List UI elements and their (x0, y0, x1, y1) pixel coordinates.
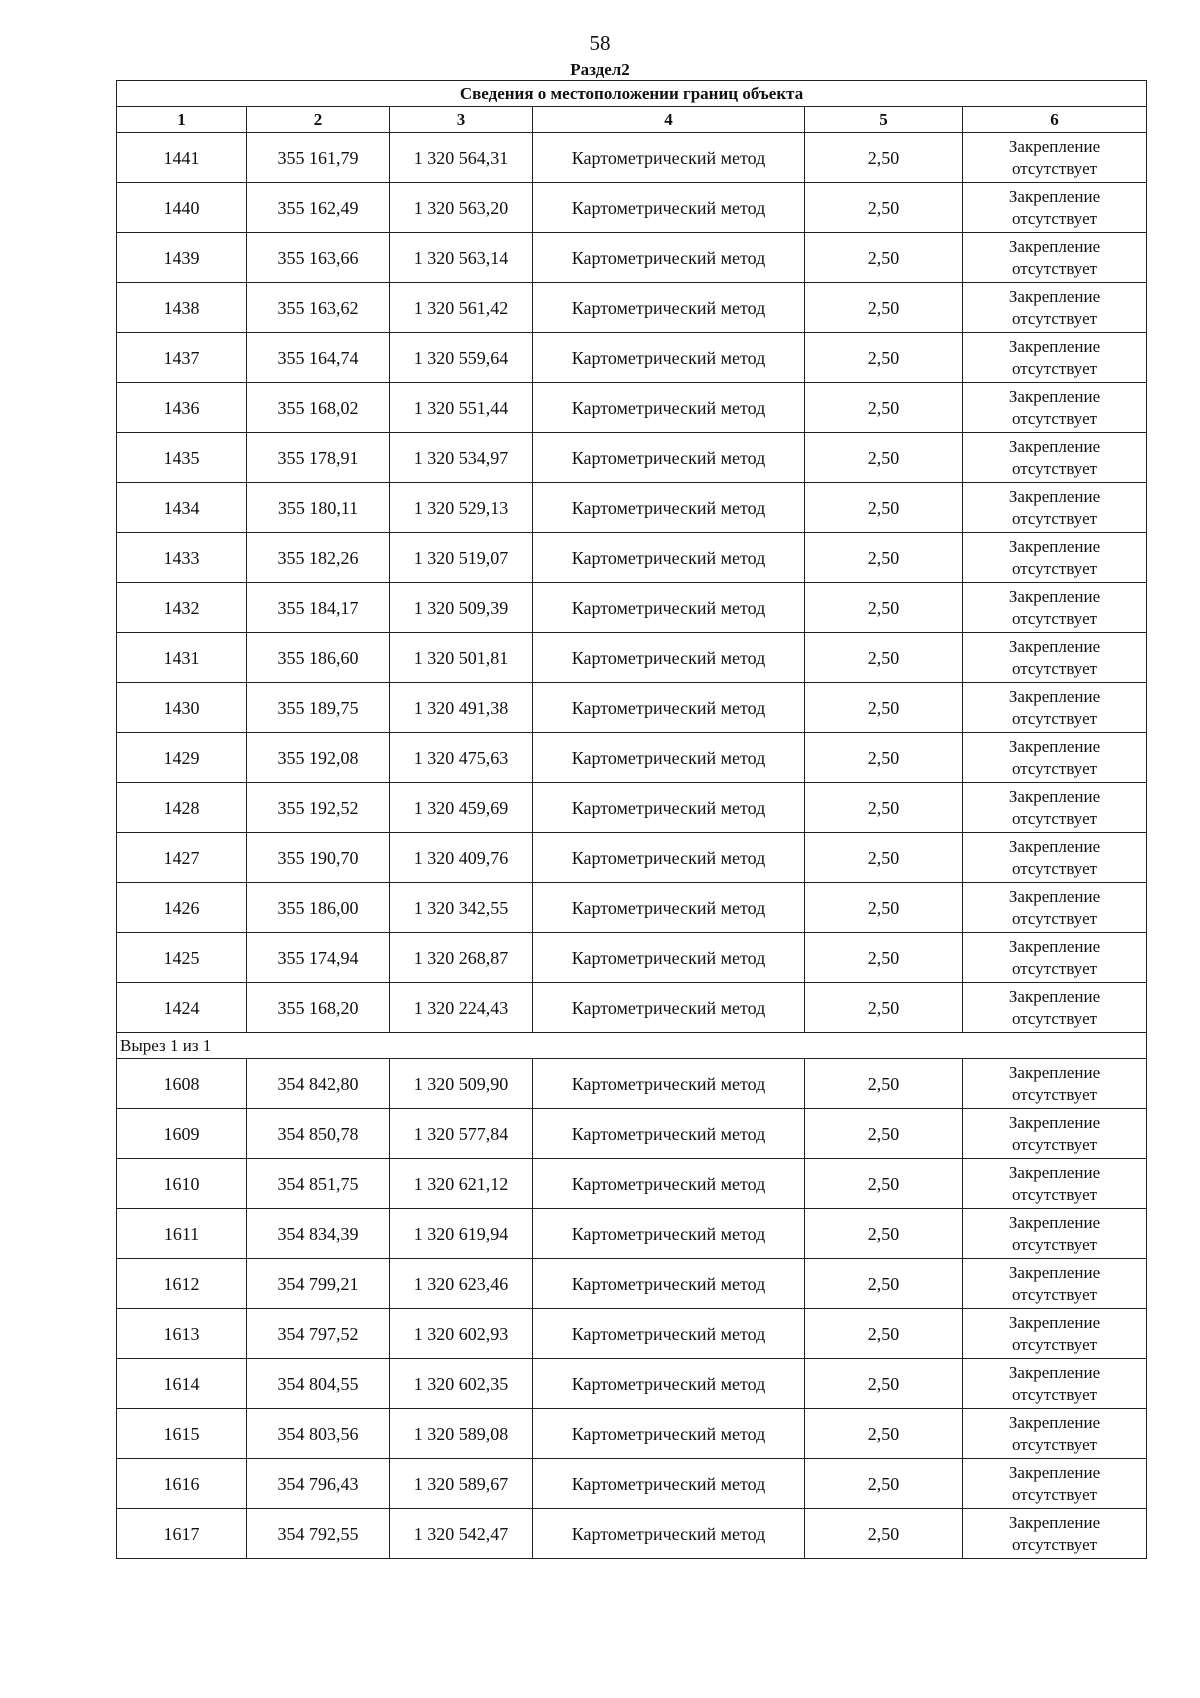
method-cell: Картометрический метод (533, 1459, 805, 1509)
accuracy-cell: 2,50 (805, 1359, 963, 1409)
point-number-cell: 1612 (117, 1259, 247, 1309)
fixation-cell (963, 1159, 1147, 1209)
fixation-text: отсутствует (1012, 308, 1098, 328)
table-row (117, 1359, 1147, 1409)
fixation-text: Закрепление (1008, 786, 1101, 806)
fixation-text: отсутствует (1012, 708, 1098, 728)
method-cell: Картометрический метод (533, 1059, 805, 1109)
fixation-cell (963, 1209, 1147, 1259)
method-cell: Картометрический метод (533, 983, 805, 1033)
y-coordinate-cell: 1 320 501,81 (390, 633, 533, 683)
table-row (117, 433, 1147, 483)
fixation-text: отсутствует (1012, 358, 1098, 378)
point-number-cell: 1429 (117, 733, 247, 783)
fixation-text: Закрепление (1008, 186, 1101, 206)
x-coordinate-cell: 355 186,00 (247, 883, 390, 933)
table-row (117, 1309, 1147, 1359)
boundary-coordinates-table (116, 80, 1147, 1559)
y-coordinate-cell: 1 320 564,31 (390, 133, 533, 183)
y-coordinate-cell: 1 320 563,20 (390, 183, 533, 233)
fixation-text: Закрепление (1008, 336, 1101, 356)
table-row (117, 983, 1147, 1033)
y-coordinate-cell: 1 320 409,76 (390, 833, 533, 883)
fixation-text: отсутствует (1012, 508, 1098, 528)
table-row (117, 1459, 1147, 1509)
point-number-cell: 1608 (117, 1059, 247, 1109)
accuracy-cell: 2,50 (805, 1059, 963, 1109)
table-row (117, 1509, 1147, 1559)
accuracy-cell: 2,50 (805, 583, 963, 633)
fixation-cell (963, 883, 1147, 933)
fixation-cell (963, 233, 1147, 283)
fixation-text: отсутствует (1012, 1008, 1098, 1028)
accuracy-cell: 2,50 (805, 533, 963, 583)
table-row (117, 1109, 1147, 1159)
x-coordinate-cell: 355 168,20 (247, 983, 390, 1033)
table-row (117, 1259, 1147, 1309)
point-number-cell: 1428 (117, 783, 247, 833)
column-number: 4 (533, 107, 805, 133)
column-number: 5 (805, 107, 963, 133)
x-coordinate-cell: 354 850,78 (247, 1109, 390, 1159)
point-number-cell: 1426 (117, 883, 247, 933)
fixation-text: Закрепление (1008, 1462, 1101, 1482)
method-cell: Картометрический метод (533, 133, 805, 183)
table-row (117, 883, 1147, 933)
x-coordinate-cell: 355 178,91 (247, 433, 390, 483)
fixation-cell (963, 533, 1147, 583)
fixation-cell (963, 1459, 1147, 1509)
table-row (117, 383, 1147, 433)
accuracy-cell: 2,50 (805, 283, 963, 333)
point-number-cell: 1427 (117, 833, 247, 883)
fixation-text: отсутствует (1012, 208, 1098, 228)
table-row (117, 333, 1147, 383)
x-coordinate-cell: 355 180,11 (247, 483, 390, 533)
point-number-cell: 1439 (117, 233, 247, 283)
method-cell: Картометрический метод (533, 1259, 805, 1309)
table-row (117, 633, 1147, 683)
y-coordinate-cell: 1 320 491,38 (390, 683, 533, 733)
x-coordinate-cell: 355 164,74 (247, 333, 390, 383)
x-coordinate-cell: 355 182,26 (247, 533, 390, 583)
y-coordinate-cell: 1 320 602,93 (390, 1309, 533, 1359)
table-row (117, 933, 1147, 983)
point-number-cell: 1616 (117, 1459, 247, 1509)
method-cell: Картометрический метод (533, 533, 805, 583)
y-coordinate-cell: 1 320 268,87 (390, 933, 533, 983)
fixation-text: Закрепление (1008, 386, 1101, 406)
fixation-text: отсутствует (1012, 1184, 1098, 1204)
fixation-text: отсутствует (1012, 758, 1098, 778)
x-coordinate-cell: 355 163,66 (247, 233, 390, 283)
fixation-text: отсутствует (1012, 258, 1098, 278)
y-coordinate-cell: 1 320 529,13 (390, 483, 533, 533)
fixation-cell (963, 133, 1147, 183)
table-heading-row (117, 81, 1147, 107)
x-coordinate-cell: 355 192,52 (247, 783, 390, 833)
point-number-cell: 1432 (117, 583, 247, 633)
fixation-text: Закрепление (1008, 1262, 1101, 1282)
column-number: 3 (390, 107, 533, 133)
y-coordinate-cell: 1 320 577,84 (390, 1109, 533, 1159)
table-row (117, 583, 1147, 633)
method-cell: Картометрический метод (533, 733, 805, 783)
fixation-text: отсутствует (1012, 1534, 1098, 1554)
fixation-text: Закрепление (1008, 736, 1101, 756)
x-coordinate-cell: 354 796,43 (247, 1459, 390, 1509)
fixation-text: Закрепление (1008, 836, 1101, 856)
y-coordinate-cell: 1 320 551,44 (390, 383, 533, 433)
subsection-row (117, 1033, 1147, 1059)
accuracy-cell: 2,50 (805, 1309, 963, 1359)
table-heading: Сведения о местоположении границ объекта (117, 81, 1147, 107)
table-row (117, 1059, 1147, 1109)
fixation-text: отсутствует (1012, 1134, 1098, 1154)
fixation-text: Закрепление (1008, 486, 1101, 506)
point-number-cell: 1440 (117, 183, 247, 233)
x-coordinate-cell: 355 186,60 (247, 633, 390, 683)
fixation-text: отсутствует (1012, 1334, 1098, 1354)
point-number-cell: 1614 (117, 1359, 247, 1409)
fixation-cell (963, 333, 1147, 383)
y-coordinate-cell: 1 320 542,47 (390, 1509, 533, 1559)
y-coordinate-cell: 1 320 559,64 (390, 333, 533, 383)
fixation-cell (963, 633, 1147, 683)
table-row (117, 833, 1147, 883)
fixation-cell (963, 783, 1147, 833)
y-coordinate-cell: 1 320 619,94 (390, 1209, 533, 1259)
fixation-text: Закрепление (1008, 436, 1101, 456)
fixation-text: Закрепление (1008, 1362, 1101, 1382)
method-cell: Картометрический метод (533, 233, 805, 283)
fixation-text: Закрепление (1008, 1212, 1101, 1232)
fixation-cell (963, 983, 1147, 1033)
fixation-text: Закрепление (1008, 1062, 1101, 1082)
fixation-cell (963, 1359, 1147, 1409)
y-coordinate-cell: 1 320 589,67 (390, 1459, 533, 1509)
table-row (117, 483, 1147, 533)
table-row (117, 1159, 1147, 1209)
method-cell: Картометрический метод (533, 883, 805, 933)
fixation-text: Закрепление (1008, 536, 1101, 556)
fixation-cell (963, 483, 1147, 533)
accuracy-cell: 2,50 (805, 1509, 963, 1559)
fixation-cell (963, 283, 1147, 333)
column-number: 1 (117, 107, 247, 133)
method-cell: Картометрический метод (533, 933, 805, 983)
fixation-text: отсутствует (1012, 908, 1098, 928)
accuracy-cell: 2,50 (805, 183, 963, 233)
fixation-text: Закрепление (1008, 1112, 1101, 1132)
method-cell: Картометрический метод (533, 1109, 805, 1159)
fixation-text: Закрепление (1008, 886, 1101, 906)
fixation-cell (963, 933, 1147, 983)
table-row (117, 283, 1147, 333)
point-number-cell: 1441 (117, 133, 247, 183)
fixation-cell (963, 1509, 1147, 1559)
y-coordinate-cell: 1 320 224,43 (390, 983, 533, 1033)
fixation-text: отсутствует (1012, 1284, 1098, 1304)
y-coordinate-cell: 1 320 342,55 (390, 883, 533, 933)
x-coordinate-cell: 355 190,70 (247, 833, 390, 883)
fixation-cell (963, 583, 1147, 633)
y-coordinate-cell: 1 320 509,39 (390, 583, 533, 633)
method-cell: Картометрический метод (533, 433, 805, 483)
method-cell: Картометрический метод (533, 633, 805, 683)
accuracy-cell: 2,50 (805, 1409, 963, 1459)
x-coordinate-cell: 355 174,94 (247, 933, 390, 983)
point-number-cell: 1438 (117, 283, 247, 333)
x-coordinate-cell: 355 184,17 (247, 583, 390, 633)
point-number-cell: 1430 (117, 683, 247, 733)
x-coordinate-cell: 355 161,79 (247, 133, 390, 183)
fixation-cell (963, 1409, 1147, 1459)
accuracy-cell: 2,50 (805, 1109, 963, 1159)
table-row (117, 183, 1147, 233)
method-cell: Картометрический метод (533, 833, 805, 883)
fixation-text: отсутствует (1012, 558, 1098, 578)
y-coordinate-cell: 1 320 602,35 (390, 1359, 533, 1409)
x-coordinate-cell: 355 168,02 (247, 383, 390, 433)
fixation-cell (963, 733, 1147, 783)
fixation-text: Закрепление (1008, 986, 1101, 1006)
accuracy-cell: 2,50 (805, 1159, 963, 1209)
fixation-text: Закрепление (1008, 236, 1101, 256)
method-cell: Картометрический метод (533, 683, 805, 733)
y-coordinate-cell: 1 320 519,07 (390, 533, 533, 583)
x-coordinate-cell: 354 792,55 (247, 1509, 390, 1559)
fixation-text: Закрепление (1008, 586, 1101, 606)
fixation-text: Закрепление (1008, 686, 1101, 706)
y-coordinate-cell: 1 320 459,69 (390, 783, 533, 833)
fixation-text: Закрепление (1008, 136, 1101, 156)
fixation-cell (963, 1059, 1147, 1109)
table-row (117, 1209, 1147, 1259)
y-coordinate-cell: 1 320 475,63 (390, 733, 533, 783)
fixation-text: отсутствует (1012, 458, 1098, 478)
x-coordinate-cell: 354 804,55 (247, 1359, 390, 1409)
fixation-text: отсутствует (1012, 808, 1098, 828)
accuracy-cell: 2,50 (805, 933, 963, 983)
method-cell: Картометрический метод (533, 283, 805, 333)
fixation-text: отсутствует (1012, 1484, 1098, 1504)
y-coordinate-cell: 1 320 563,14 (390, 233, 533, 283)
y-coordinate-cell: 1 320 561,42 (390, 283, 533, 333)
fixation-cell (963, 1309, 1147, 1359)
column-number-row (117, 107, 1147, 133)
x-coordinate-cell: 355 189,75 (247, 683, 390, 733)
method-cell: Картометрический метод (533, 383, 805, 433)
accuracy-cell: 2,50 (805, 633, 963, 683)
fixation-text: отсутствует (1012, 1384, 1098, 1404)
method-cell: Картометрический метод (533, 1309, 805, 1359)
accuracy-cell: 2,50 (805, 883, 963, 933)
method-cell: Картометрический метод (533, 333, 805, 383)
method-cell: Картометрический метод (533, 183, 805, 233)
fixation-text: отсутствует (1012, 958, 1098, 978)
accuracy-cell: 2,50 (805, 733, 963, 783)
table-row (117, 783, 1147, 833)
method-cell: Картометрический метод (533, 1409, 805, 1459)
accuracy-cell: 2,50 (805, 1259, 963, 1309)
y-coordinate-cell: 1 320 509,90 (390, 1059, 533, 1109)
fixation-cell (963, 1259, 1147, 1309)
table-row (117, 533, 1147, 583)
point-number-cell: 1437 (117, 333, 247, 383)
x-coordinate-cell: 354 803,56 (247, 1409, 390, 1459)
fixation-text: отсутствует (1012, 608, 1098, 628)
y-coordinate-cell: 1 320 534,97 (390, 433, 533, 483)
fixation-text: Закрепление (1008, 1162, 1101, 1182)
fixation-text: отсутствует (1012, 158, 1098, 178)
method-cell: Картометрический метод (533, 1159, 805, 1209)
accuracy-cell: 2,50 (805, 983, 963, 1033)
section-title: Раздел2 (570, 60, 630, 79)
point-number-cell: 1610 (117, 1159, 247, 1209)
subsection-label: Вырез 1 из 1 (117, 1033, 1147, 1059)
accuracy-cell: 2,50 (805, 233, 963, 283)
column-number: 6 (963, 107, 1147, 133)
fixation-cell (963, 433, 1147, 483)
point-number-cell: 1615 (117, 1409, 247, 1459)
accuracy-cell: 2,50 (805, 783, 963, 833)
y-coordinate-cell: 1 320 623,46 (390, 1259, 533, 1309)
x-coordinate-cell: 355 162,49 (247, 183, 390, 233)
method-cell: Картометрический метод (533, 1509, 805, 1559)
method-cell: Картометрический метод (533, 783, 805, 833)
fixation-cell (963, 383, 1147, 433)
page-number: 58 (589, 31, 611, 55)
point-number-cell: 1424 (117, 983, 247, 1033)
column-number: 2 (247, 107, 390, 133)
y-coordinate-cell: 1 320 589,08 (390, 1409, 533, 1459)
fixation-text: Закрепление (1008, 1312, 1101, 1332)
point-number-cell: 1434 (117, 483, 247, 533)
point-number-cell: 1611 (117, 1209, 247, 1259)
point-number-cell: 1435 (117, 433, 247, 483)
x-coordinate-cell: 354 851,75 (247, 1159, 390, 1209)
method-cell: Картометрический метод (533, 583, 805, 633)
accuracy-cell: 2,50 (805, 133, 963, 183)
fixation-text: отсутствует (1012, 858, 1098, 878)
fixation-text: Закрепление (1008, 936, 1101, 956)
x-coordinate-cell: 354 842,80 (247, 1059, 390, 1109)
accuracy-cell: 2,50 (805, 1209, 963, 1259)
point-number-cell: 1617 (117, 1509, 247, 1559)
method-cell: Картометрический метод (533, 1209, 805, 1259)
fixation-cell (963, 1109, 1147, 1159)
x-coordinate-cell: 355 192,08 (247, 733, 390, 783)
x-coordinate-cell: 354 799,21 (247, 1259, 390, 1309)
table-row (117, 233, 1147, 283)
accuracy-cell: 2,50 (805, 433, 963, 483)
y-coordinate-cell: 1 320 621,12 (390, 1159, 533, 1209)
fixation-text: Закрепление (1008, 286, 1101, 306)
fixation-text: Закрепление (1008, 636, 1101, 656)
fixation-text: отсутствует (1012, 658, 1098, 678)
table-body (117, 133, 1147, 1559)
fixation-cell (963, 683, 1147, 733)
fixation-text: отсутствует (1012, 1234, 1098, 1254)
method-cell: Картометрический метод (533, 1359, 805, 1409)
fixation-cell (963, 833, 1147, 883)
fixation-text: отсутствует (1012, 1084, 1098, 1104)
point-number-cell: 1431 (117, 633, 247, 683)
accuracy-cell: 2,50 (805, 683, 963, 733)
x-coordinate-cell: 355 163,62 (247, 283, 390, 333)
table-row (117, 733, 1147, 783)
point-number-cell: 1609 (117, 1109, 247, 1159)
accuracy-cell: 2,50 (805, 333, 963, 383)
point-number-cell: 1433 (117, 533, 247, 583)
accuracy-cell: 2,50 (805, 483, 963, 533)
fixation-text: отсутствует (1012, 1434, 1098, 1454)
accuracy-cell: 2,50 (805, 383, 963, 433)
point-number-cell: 1613 (117, 1309, 247, 1359)
fixation-text: Закрепление (1008, 1512, 1101, 1532)
point-number-cell: 1436 (117, 383, 247, 433)
x-coordinate-cell: 354 797,52 (247, 1309, 390, 1359)
accuracy-cell: 2,50 (805, 1459, 963, 1509)
fixation-text: отсутствует (1012, 408, 1098, 428)
method-cell: Картометрический метод (533, 483, 805, 533)
accuracy-cell: 2,50 (805, 833, 963, 883)
table-row (117, 133, 1147, 183)
x-coordinate-cell: 354 834,39 (247, 1209, 390, 1259)
point-number-cell: 1425 (117, 933, 247, 983)
table-row (117, 683, 1147, 733)
fixation-cell (963, 183, 1147, 233)
table-row (117, 1409, 1147, 1459)
fixation-text: Закрепление (1008, 1412, 1101, 1432)
